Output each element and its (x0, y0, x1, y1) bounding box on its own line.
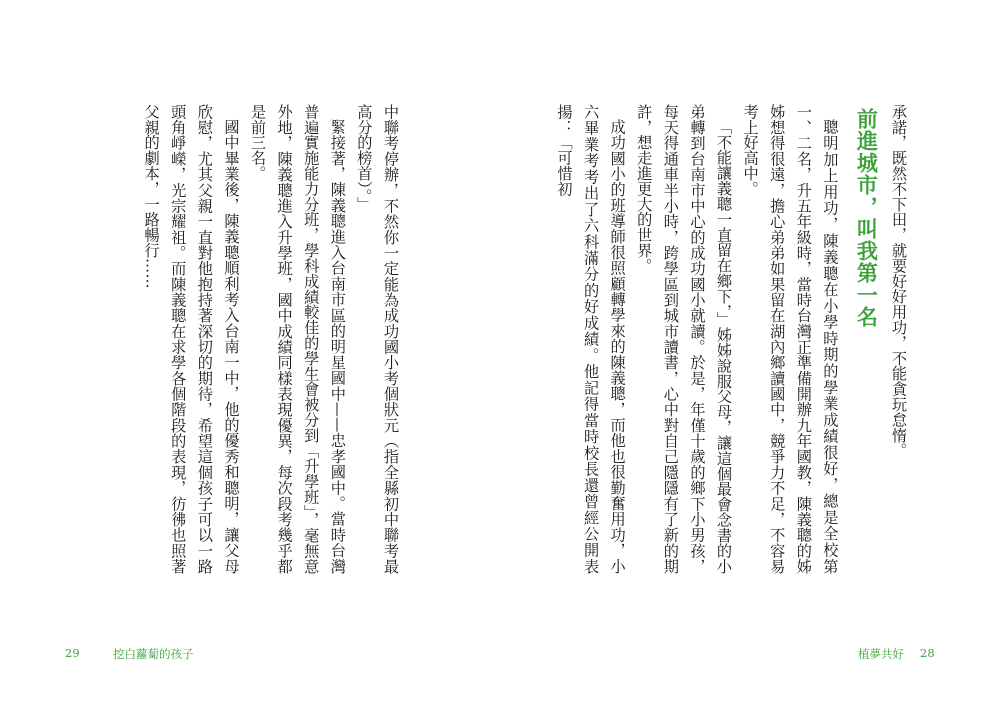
right-page-text (555, 104, 912, 574)
running-title: 挖白蘿蔔的孩子 (113, 647, 194, 661)
paragraph: 成功國小的班導師很照顧轉學來的陳義聰，而他也很勤奮用功，小六畢業考考出了六科滿分的好成績。他記得當時校長還曾經公開表揚：「可惜初 (555, 104, 627, 574)
left-page-text (142, 104, 404, 574)
paragraph: 緊接著，陳義聰進入台南市區的明星國中——忠孝國中。當時台灣普遍實施能力分班，學科成績較佳的學生會被分到「升學班」，毫無意外地，陳義聰進入升學班，國中成績同樣表現優異，每次段考幾乎都是前三名。 (249, 104, 347, 574)
running-title: 植夢共好 (858, 647, 904, 661)
paragraph: 承諾，既然不下田，就要好好用功，不能貪玩怠惰。 (890, 104, 908, 459)
paragraph: 國中畢業後，陳義聰順利考入台南一中，他的優秀和聰明，讓父母欣慰，尤其父親一直對他抱持著深切的期待，希望這個孩子可以一路頭角崢嶸，光宗耀祖。而陳義聰在求學各個階段的表現，彷彿也照著父親的劇本，一路暢行…… (142, 104, 241, 574)
paragraph: 聰明加上用功，陳義聰在小學時期的學業成績很好，總是全校第一、二名，升五年級時，當時台灣正準備開辦九年國教，陳義聰的姊姊想得很遠，擔心弟弟如果留在湖內鄉讀國中，競爭力不足，不容易考上好高中。 (741, 104, 840, 574)
section-heading: 前進城市，叫我第一名 (854, 108, 879, 328)
right-page (500, 0, 1000, 707)
paragraph: 中聯考停辦，不然你一定能為成功國小考個狀元（指全縣初中聯考最高分的榜首）。」 (355, 104, 400, 574)
page-number: 29 (65, 646, 80, 660)
paragraph: 「不能讓義聰一直留在鄉下，」姊姊說服父母，讓這個最會念書的小弟轉到台南市中心的成功國小就讀。於是，年僅十歲的鄉下小男孩，每天得通車半小時，跨學區到城市讀書，心中對自己隱隱有了新的期許，想走進更大的世界。 (635, 104, 734, 574)
page-number: 28 (920, 646, 935, 660)
